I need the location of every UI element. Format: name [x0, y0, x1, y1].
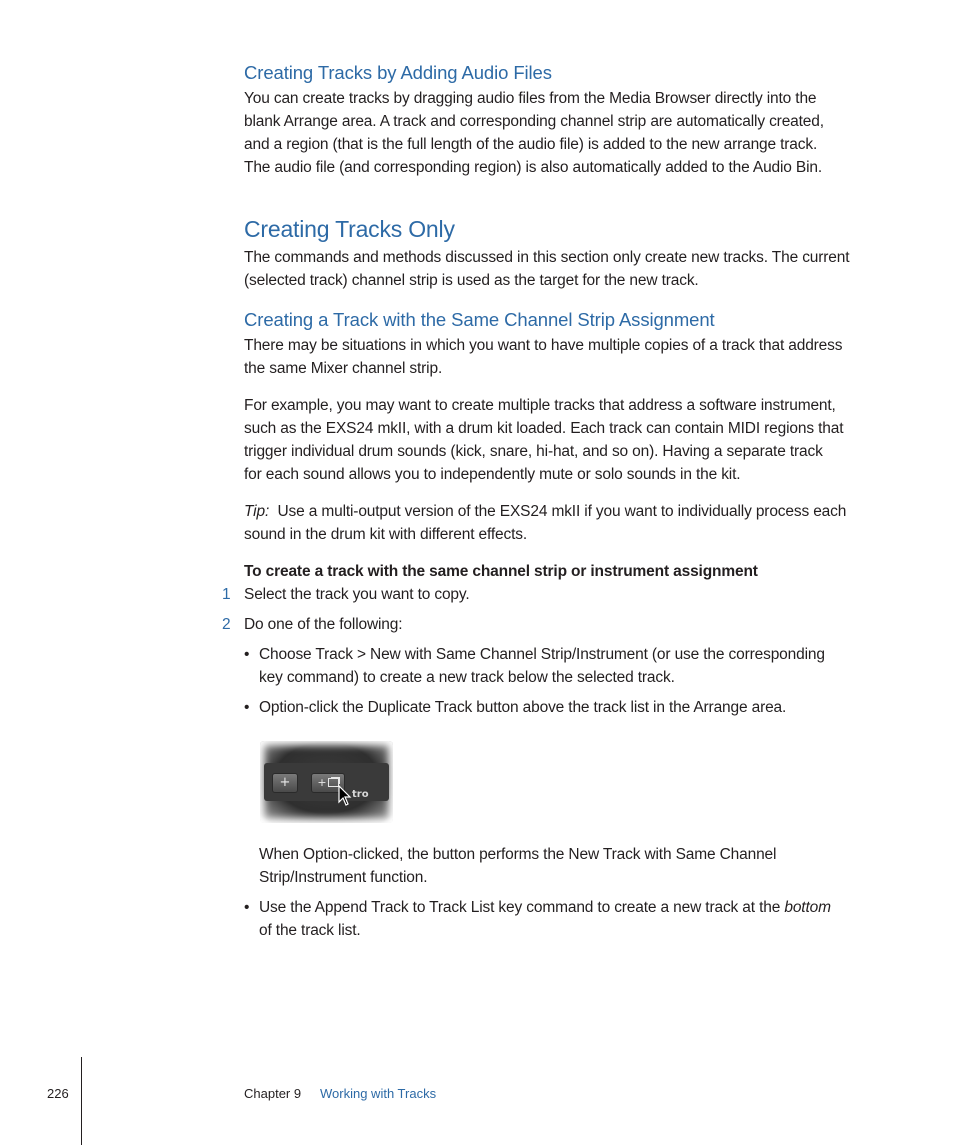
duplicate-track-screenshot — [260, 741, 393, 823]
text-line — [244, 500, 876, 523]
section-heading-tracks-only: Creating Tracks Only — [244, 216, 455, 242]
text-line: and a region (that is the full length of the audio file) is added to the new arrange track. — [244, 136, 818, 153]
text-line: of the track list. — [259, 922, 361, 939]
paragraph-audio-files — [244, 87, 876, 179]
emphasis: bottom — [784, 899, 831, 916]
step-number: 1 — [222, 586, 231, 603]
task-heading: To create a track with the same channel strip or instrument assignment — [244, 563, 758, 580]
chapter-title-link[interactable]: Working with Tracks — [320, 1086, 437, 1101]
page-number: 226 — [47, 1086, 69, 1101]
step-number: 2 — [222, 616, 231, 633]
paragraph-example — [244, 394, 876, 486]
text-line: For example, you may want to create multiple tracks that address a software instrument, — [244, 397, 836, 414]
text-line: Choose Track > New with Same Channel Strip/Instrument (or use the corresponding — [259, 646, 825, 663]
add-track-button: + — [272, 773, 298, 793]
text-line: You can create tracks by dragging audio files from the Media Browser directly into the — [244, 90, 817, 107]
tip-text: Use a multi-output version of the EXS24 mkII if you want to individually process each — [277, 503, 847, 520]
bullet-text: Use the Append Track to Track List key command to create a new track at the — [259, 899, 785, 916]
bullet-item: Option-click the Duplicate Track button above the track list in the Arrange area. — [259, 699, 787, 716]
text-line: the same Mixer channel strip. — [244, 360, 443, 377]
bullet-icon: • — [244, 646, 250, 663]
tip-paragraph — [244, 500, 876, 546]
section-heading-audio-files: Creating Tracks by Adding Audio Files — [244, 62, 552, 83]
paragraph-tracks-only — [244, 246, 876, 292]
bullet-icon: • — [244, 899, 250, 916]
bullet-item — [259, 896, 875, 942]
text-line: trigger individual drum sounds (kick, snare, hi-hat, and so on). Having a separate track — [244, 443, 823, 460]
chapter-label: Chapter 9 — [244, 1086, 302, 1101]
bullet-icon: • — [244, 699, 250, 716]
duplicate-icon — [328, 778, 339, 787]
plus-icon: + — [317, 776, 327, 789]
text-line — [259, 896, 875, 919]
region-label: tro — [352, 789, 369, 800]
text-line: key command) to create a new track below the selected track. — [259, 669, 675, 686]
text-line: (selected track) channel strip is used as the target for the new track. — [244, 272, 699, 289]
mouse-pointer-icon — [338, 785, 352, 807]
paragraph-situations — [244, 334, 876, 380]
section-heading-same-strip: Creating a Track with the Same Channel Strip Assignment — [244, 309, 715, 330]
text-line: There may be situations in which you want to have multiple copies of a track that address — [244, 337, 843, 354]
text-line: blank Arrange area. A track and corresponding channel strip are automatically created, — [244, 113, 824, 130]
text-line: The commands and methods discussed in this section only create new tracks. The current — [244, 249, 850, 266]
image-caption — [259, 843, 875, 889]
text-line: The audio file (and corresponding region) is also automatically added to the Audio Bin. — [244, 159, 823, 176]
text-line: for each sound allows you to independently mute or solo sounds in the kit. — [244, 466, 741, 483]
bullet-item — [259, 643, 875, 689]
text-line: sound in the drum kit with different effects. — [244, 526, 528, 543]
footer-divider — [81, 1057, 82, 1145]
step-text: Do one of the following: — [244, 616, 403, 633]
step-text: Select the track you want to copy. — [244, 586, 470, 603]
text-line: such as the EXS24 mkII, with a drum kit loaded. Each track can contain MIDI regions that — [244, 420, 844, 437]
text-line: When Option-clicked, the button performs the New Track with Same Channel — [259, 846, 777, 863]
tip-label: Tip: — [244, 503, 270, 520]
text-line: Strip/Instrument function. — [259, 869, 428, 886]
